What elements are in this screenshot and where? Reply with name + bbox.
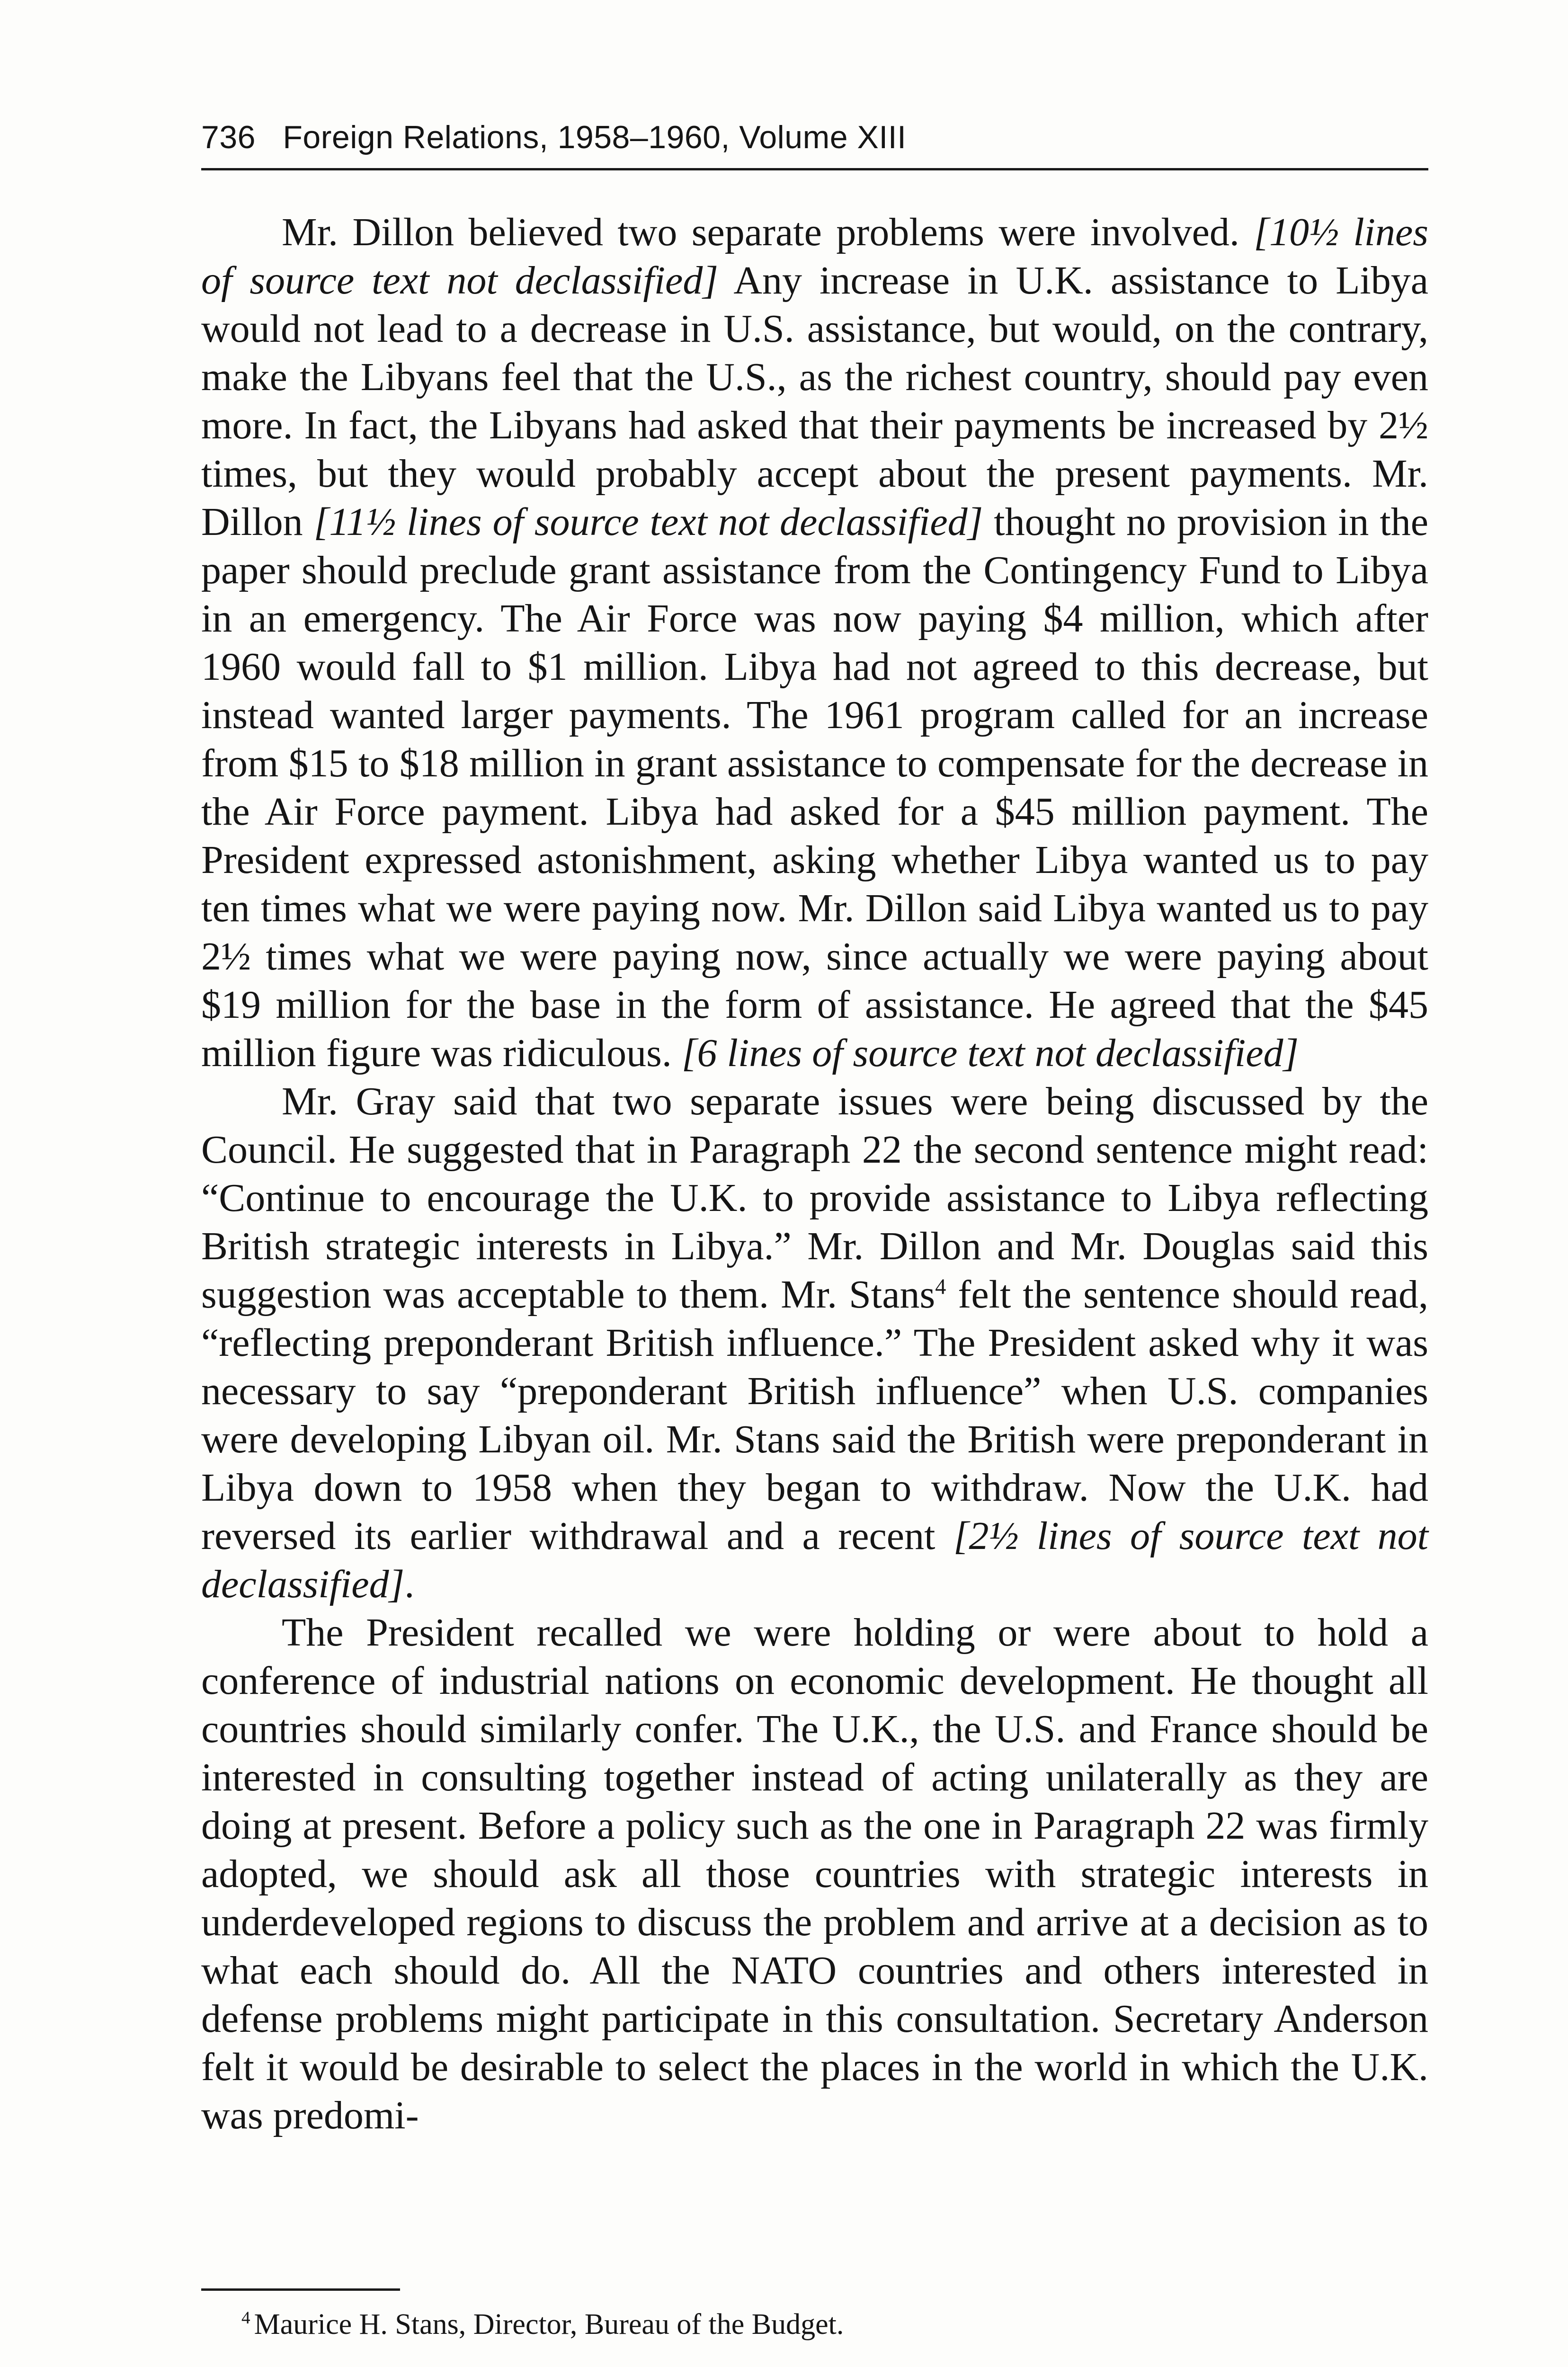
declassification-note: [6 lines of source text not declassified]: [681, 1031, 1299, 1075]
footnote: [241, 2305, 1425, 2343]
running-title: Foreign Relations, 1958–1960, Volume XIII: [283, 119, 907, 155]
paragraph-text: The President recalled we were holding or were about to hold a conference of industrial nations on economic development. He thought all countries should similarly confer. The U.K., the U.S. and France should be interested in consulting together instead of acting unilaterally as they are doing at present. Before a policy such as the one in Paragraph 22 was firmly adopted, we should ask all those countries with strategic interests in underdeveloped regions to discuss the problem and arrive at a decision as to what each should do. All the NATO countries and others interested in defense problems might participate in this consultation. Secretary Anderson felt it would be desirable to select the places in the world in which the U.K. was predomi-: [201, 1611, 1428, 2137]
body-text: [201, 208, 1428, 2140]
paragraph-text: Mr. Gray said that two separate issues were being discussed by the Council. He suggested that in Paragraph 22 the second sentence might read: “Continue to encourage the U.K. to provide assistance to Libya reflecting British strategic interests in Libya.” Mr. Dillon and Mr. Douglas said this suggestion was acceptable to them. Mr. Stans: [201, 1079, 1428, 1317]
declassification-note: [2½ lines of source text not declassified]: [201, 1514, 1428, 1606]
paragraph-text: Mr. Dillon believed two separate problems were involved.: [282, 210, 1254, 254]
page-number: 736: [201, 119, 256, 155]
declassification-note: [11½ lines of source text not declassified]: [313, 500, 983, 544]
paragraph-2: [201, 1077, 1428, 1609]
page-header: [201, 111, 1428, 170]
paragraph-3: [201, 1609, 1428, 2140]
paragraph-text: .: [404, 1562, 415, 1606]
footnote-text: Maurice H. Stans, Director, Bureau of the Budget.: [254, 2308, 844, 2340]
declassification-note: [10½ lines of source text not declassified]: [201, 210, 1428, 303]
paragraph-1: [201, 208, 1428, 1077]
paragraph-text: thought no provision in the paper should preclude grant assistance from the Contingency Fund to Libya in an emergency. The Air Force was now paying $4 million, which after 1960 would fall to $1 million. Libya had not agreed to this decrease, but instead wanted larger payments. The 1961 program called for an increase from $15 to $18 million in grant assistance to compensate for the decrease in the Air Force payment. Libya had asked for a $45 million payment. The President expressed astonishment, asking whether Libya wanted us to pay ten times what we were paying now. Mr. Dillon said Libya wanted us to pay 2½ times what we were paying now, since actually we were paying about $19 million for the base in the form of assistance. He agreed that the $45 million figure was ridiculous.: [201, 500, 1428, 1075]
paragraph-text: felt the sentence should read, “reflecting preponderant British influence.” The President asked why it was necessary to say “preponderant British influence” when U.S. companies were developing Libyan oil. Mr. Stans said the British were preponderant in Libya down to 1958 when they began to withdraw. Now the U.K. had reversed its earlier withdrawal and a recent: [201, 1272, 1428, 1558]
footnote-divider: [201, 2288, 400, 2291]
paragraph-text: Any increase in U.K. assistance to Libya would not lead to a decrease in U.S. assistance, but would, on the contrary, make the Libyans feel that the U.S., as the richest country, should pay even more. In fact, the Libyans had asked that their payments be increased by 2½ times, but they would probably accept about the present payments. Mr. Dillon: [201, 258, 1429, 544]
footnote-reference[interactable]: 4: [935, 1274, 946, 1299]
footnote-mark: 4: [241, 2308, 250, 2328]
